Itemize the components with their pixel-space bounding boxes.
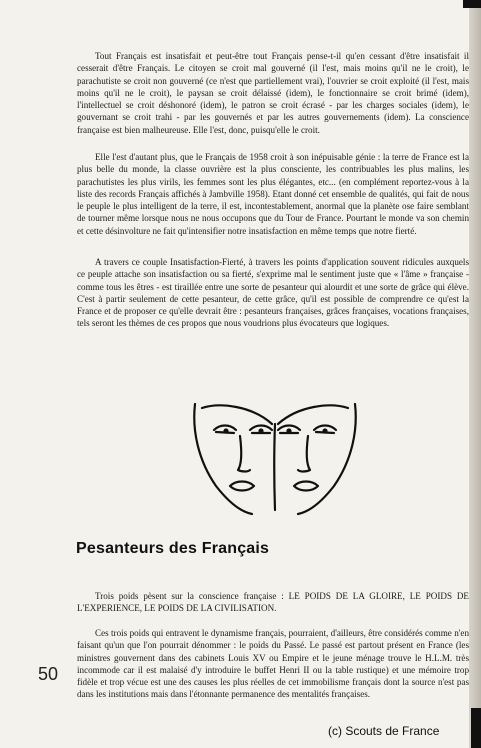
right-face-brow-line (278, 405, 348, 424)
left-face-brow-line (202, 405, 272, 424)
paragraph-text: Tout Français est insatisfait et peut-être tout Français pense-t-il qu'en cessant d'être insatisfait il cesserait d'être Français. Le citoyen se croit mal gouverné (il l'est, mais moins qu'il ne le croit), le parachutiste se croit non gouverné (ce n'est que partiellement vrai), l'ouvrier se croit exploité (il l'est, mais moins qu'il ne le croit), le paysan se croit délaissé (idem), le fonctionnaire se croit brimé (idem), l'intellectuel se croit déshonoré (idem), le patron se croit écrasé - par les charges sociales (idem), le gouvernant se croit trahi - par les gouvernés et par les autres gouvernements (idem). La conscience française est bien malheureuse. Elle l'est, donc, puisqu'elle le croit. (77, 51, 469, 135)
two-faces-illustration (190, 400, 360, 518)
paragraph-text: Ces trois poids qui entravent le dynamisme français, pourraient, d'ailleurs, être considérés comme n'en faisant qu'un que l'on pourrait dénommer : le poids du Passé. Le passé est partout présent en France (les ministres gouvernent dans des cabinets Louis XV ou Empire et le jeune ménage trouve le H.L.M. très incommode car il est malaisé d'y introduire le buffet Henri II ou la table rustique) et une mémoire trop fidèle et trop vécue est une des causes les plus réelles de cet immobilisme français dont la source n'est pas dans les institutions mais dans l'étonnante permanence des mentalités françaises. (77, 628, 469, 700)
page-number: 50 (38, 664, 59, 684)
paragraph-insatisfaction (77, 50, 469, 144)
copyright-credit: (c) Scouts de France (328, 724, 440, 738)
paragraph-text: Elle l'est d'autant plus, que le Français de 1958 croit à son inépuisable génie : la terre de France est la plus belle du monde, la classe ouvrière est la plus consciente, les contribuables les plus malins, les parachutistes les plus virils, les femmes sont les plus élégantes, etc... (en complément reportez-vous à la liste des records Français affichés à Jambville 1958). Etant donné cet ensemble de qualités, qui fait de nous le peuple le plus intelligent de la terre, il est, incontestablement, anormal que la planète ose faire semblant de tourner même lorsque nous ne nous occupons que du Tour de France. Pourtant le monde va son chemin et cette désinvolture ne fait qu'intensifier notre insatisfaction en même temps que notre fierté. (77, 152, 469, 236)
scan-border-top (463, 0, 481, 8)
shared-profile-line (274, 424, 275, 510)
right-nose (298, 436, 310, 472)
section-title: Pesanteurs des Français (76, 540, 270, 557)
left-nose (238, 436, 250, 472)
page-edge-shadow (469, 0, 481, 748)
left-mouth (230, 482, 254, 491)
right-mouth (294, 482, 318, 491)
scan-border-bottom (471, 708, 481, 748)
section-body (77, 627, 469, 709)
left-face-outline (194, 404, 252, 514)
paragraph-genie (77, 151, 469, 245)
paragraph-couple (77, 256, 469, 338)
paragraph-text: Trois poids pèsent sur la conscience française : LE POIDS DE LA GLOIRE, LE POIDS DE L'EXPERIENCE, LE POIDS DE LA CIVILISATION. (77, 591, 469, 614)
paragraph-text: A travers ce couple Insatisfaction-Fierté, à travers les points d'application souvent ridicules auxquels ce peuple attache son insatisfaction ou sa fierté, s'exprime mal le sentiment juste que « l'âme » française - comme tous les êtres - est tiraillée entre une sorte de pesanteur qui alourdit et une sorte de grâce qui élève. C'est à partir seulement de cette pesanteur, de cette grâce, qu'il est possible de comprendre ce qu'est la France et de proposer ce qu'elle devrait être : pesanteurs françaises, grâces françaises, vocations françaises, tels seront les thèmes de ces propos que nous voudrions plus évocateurs que logiques. (77, 257, 469, 329)
section-intro (77, 590, 469, 623)
